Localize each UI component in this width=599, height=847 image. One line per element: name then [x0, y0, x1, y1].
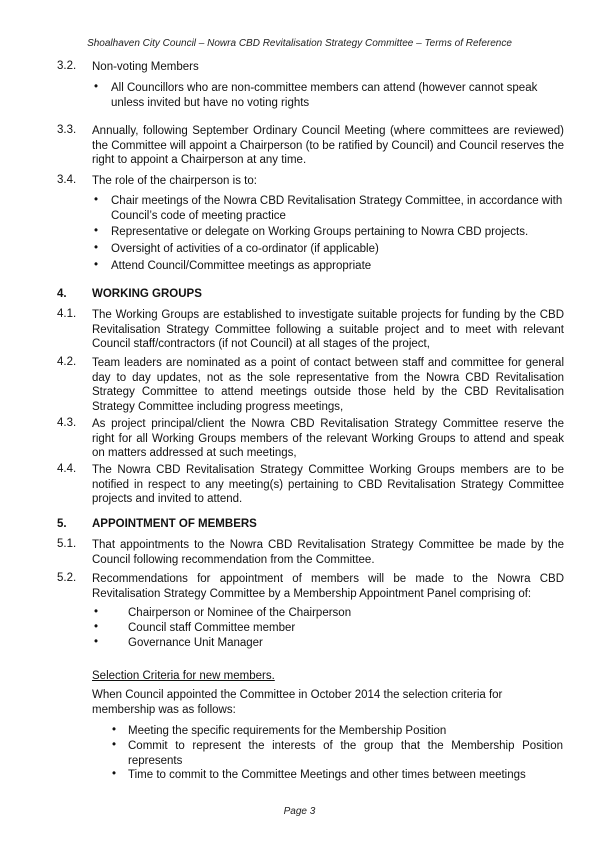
bullet-icon: •	[94, 259, 99, 271]
bullet-icon: •	[94, 636, 99, 648]
bullet-icon: •	[94, 194, 99, 206]
section-number: 4.4.	[57, 463, 77, 475]
bullet-text: Attend Council/Committee meetings as appropriate	[111, 260, 372, 272]
page-number: Page 3	[283, 806, 316, 817]
bullet-icon: •	[94, 621, 99, 633]
bullet-icon: •	[94, 606, 99, 618]
section-heading: APPOINTMENT OF MEMBERS	[92, 518, 257, 530]
subheading: Selection Criteria for new members.	[92, 670, 275, 682]
bullet-icon: •	[112, 768, 117, 780]
bullet-icon: •	[94, 225, 99, 237]
section-number: 4.	[57, 288, 67, 300]
bullet-text: Meeting the specific requirements for the Membership Position	[128, 725, 447, 737]
section-number: 4.3.	[57, 417, 77, 429]
section-text: The role of the chairperson is to:	[92, 175, 257, 187]
section-number: 3.2.	[57, 60, 77, 72]
section-text: The Nowra CBD Revitalisation Strategy Committee Working Groups members are to be notified in respect to any meeting(s) pertaining to CBD Revitalisation Strategy Committee projects and invited to attend.	[92, 464, 564, 506]
bullet-icon: •	[94, 242, 99, 254]
bullet-icon: •	[112, 724, 117, 736]
section-number: 5.	[57, 518, 67, 530]
bullet-text: Oversight of activities of a co-ordinator (if applicable)	[111, 243, 379, 255]
bullet-text: Governance Unit Manager	[128, 637, 263, 649]
bullet-icon: •	[94, 81, 99, 93]
bullet-text: Chair meetings of the Nowra CBD Revitalisation Strategy Committee, in accordance with Council’s code of meeting practice	[111, 195, 563, 222]
section-text: That appointments to the Nowra CBD Revitalisation Strategy Committee be made by the Council following recommendation from the Committee.	[92, 539, 564, 566]
bullet-text: Representative or delegate on Working Groups pertaining to Nowra CBD projects.	[111, 226, 529, 238]
section-number: 5.1.	[57, 538, 77, 550]
section-text: Recommendations for appointment of members will be made to the Nowra CBD Revitalisation Strategy Committee by a Membership Appointment Panel comprising of:	[92, 573, 564, 600]
section-text: Annually, following September Ordinary Council Meeting (where committees are reviewed) the Committee will appoint a Chairperson (to be ratified by Council) and Council reserves the right to appoint a Chairperson at any time.	[92, 125, 564, 167]
section-text: As project principal/client the Nowra CBD Revitalisation Strategy Committee reserve the right for all Working Groups members of the relevant Working Groups to attend and speak on matters addressed at such meetings,	[92, 418, 564, 460]
bullet-text: Time to commit to the Committee Meetings and other times between meetings	[128, 769, 526, 781]
section-text: Team leaders are nominated as a point of contact between staff and committee for general day to day updates, not as the sole representative from the Nowra CBD Revitalisation Strategy Committee to attend meetings outside those held by the CBD Revitalisation Strategy Committee including progress meetings,	[92, 357, 564, 413]
section-text: The Working Groups are established to investigate suitable projects for funding by the CBD Revitalisation Strategy Committee following a suitable project and to meet with relevant Council staff/contractors (if not Council) at all stages of the project,	[92, 309, 564, 351]
section-number: 4.1.	[57, 308, 77, 320]
section-number: 3.3.	[57, 124, 77, 136]
section-number: 5.2.	[57, 572, 77, 584]
bullet-text: All Councillors who are non-committee members can attend (however cannot speak unless invited but have no voting rights	[111, 82, 538, 109]
bullet-text: Council staff Committee member	[128, 622, 296, 634]
bullet-text: Chairperson or Nominee of the Chairperson	[128, 607, 352, 619]
section-heading: WORKING GROUPS	[92, 288, 202, 300]
page-header: Shoalhaven City Council – Nowra CBD Revitalisation Strategy Committee – Terms of Reference	[87, 38, 512, 49]
section-number: 3.4.	[57, 174, 77, 186]
section-number: 4.2.	[57, 356, 77, 368]
bullet-icon: •	[112, 739, 117, 751]
bullet-text: Commit to represent the interests of the group that the Membership Position represents	[128, 740, 563, 767]
paragraph: When Council appointed the Committee in October 2014 the selection criteria for membership was as follows:	[92, 689, 503, 716]
section-text: Non-voting Members	[92, 61, 199, 73]
